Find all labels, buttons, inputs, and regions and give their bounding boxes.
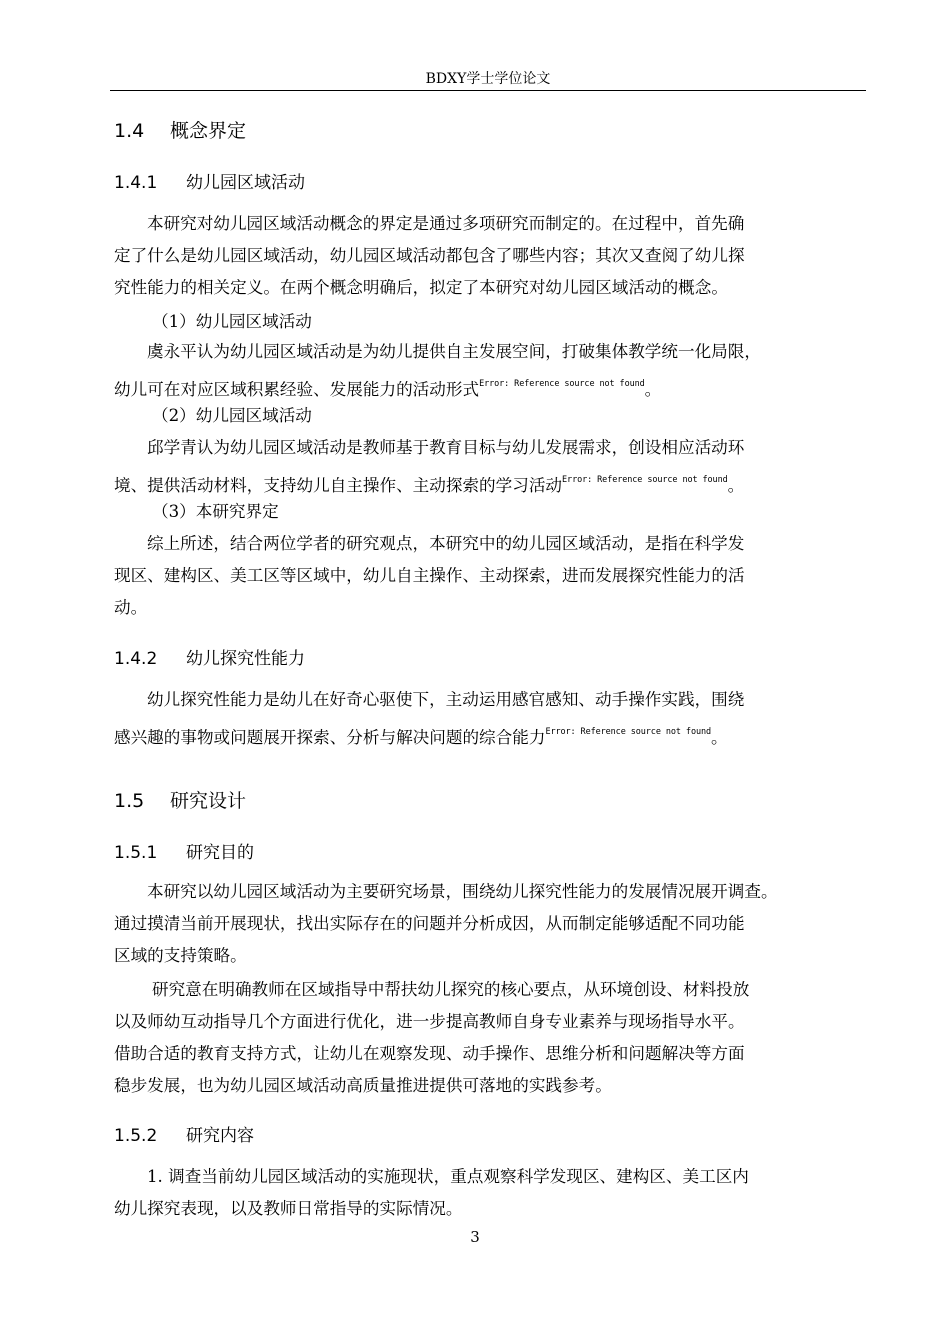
paragraph-research-purpose: 本研究以幼儿园区域活动为主要研究场景，围绕幼儿探究性能力的发展情况展开调查。 通过摸清当前开展现状，找出实际存在的问题并分析成因，从而制定能够适配不同功能 区域的支持策略。 bbox=[114, 882, 778, 965]
paragraph-yu-definition: 虞永平认为幼儿园区域活动是为幼儿提供自主发展空间，打破集体教学统一化局限， 幼儿可在对应区域积累经验、发展能力的活动形式$^{Error: Reference source not found}$。 bbox=[114, 342, 761, 399]
paragraph-research-content: 1. 调查当前幼儿园区域活动的实施现状，重点观察科学发现区、建构区、美工区内 幼儿探究表现，以及教师日常指导的实际情况。 bbox=[114, 1167, 749, 1218]
paragraph-inquiry-ability: 幼儿探究性能力是幼儿在好奇心驱使下，主动运用感官感知、动手操作实践，围绕 感兴趣的事物或问题展开探索、分析与解决问题的综合能力$^{Error: Reference source not found}$。 bbox=[114, 690, 745, 747]
paragraph-definition-intro: 本研究对幼儿园区域活动概念的界定是通过多项研究而制定的。在过程中，首先确 定了什么是幼儿园区域活动，幼儿园区域活动都包含了哪些内容；其次又查阅了幼儿探 究性能力的相关定义。在两个概念明确后，拟定了本研究对幼儿园区域活动的概念。 bbox=[114, 214, 745, 297]
paragraph-research-significance: 研究意在明确教师在区域指导中帮扶幼儿探究的核心要点，从环境创设、材料投放 以及师幼互动指导几个方面进行优化，进一步提高教师自身专业素养与现场指导水平。 借助合适的教育支持方式，让幼儿在观察发现、动手操作、思维分析和问题解决等方面 稳步发展，也为幼儿园区域活动高质量推进提供可落地的实践参考。 bbox=[114, 980, 750, 1095]
sub-item-2: （2）幼儿园区域活动 bbox=[152, 406, 312, 425]
paragraph-study-definition: 综上所述，结合两位学者的研究观点，本研究中的幼儿园区域活动，是指在科学发 现区、建构区、美工区等区域中，幼儿自主操作、主动探索，进而发展探究性能力的活 动。 bbox=[114, 534, 745, 617]
paragraph-qiu-definition: 邱学青认为幼儿园区域活动是教师基于教育目标与幼儿发展需求，创设相应活动环 境、提供活动材料，支持幼儿自主操作、主动探索的学习活动$^{Error: Reference source not found}$。 bbox=[114, 438, 745, 495]
reference-error: Error: Reference source not found bbox=[562, 475, 728, 485]
subsection-heading-1-4-2: 1.4.2 幼儿探究性能力 bbox=[114, 649, 305, 669]
reference-error: Error: Reference source not found bbox=[545, 727, 712, 737]
running-header: BDXY学士学位论文 bbox=[110, 68, 866, 91]
sub-item-3: （3）本研究界定 bbox=[152, 502, 279, 521]
section-heading-1-5: 1.5 研究设计 bbox=[114, 790, 247, 812]
reference-error: Error: Reference source not found bbox=[479, 379, 645, 389]
subsection-heading-1-5-2: 1.5.2 研究内容 bbox=[114, 1126, 254, 1146]
sub-item-1: （1）幼儿园区域活动 bbox=[152, 312, 312, 331]
subsection-heading-1-4-1: 1.4.1 幼儿园区域活动 bbox=[114, 173, 305, 193]
subsection-heading-1-5-1: 1.5.1 研究目的 bbox=[114, 843, 254, 863]
section-heading-1-4: 1.4 概念界定 bbox=[114, 120, 247, 142]
page-number: 3 bbox=[470, 1228, 480, 1246]
